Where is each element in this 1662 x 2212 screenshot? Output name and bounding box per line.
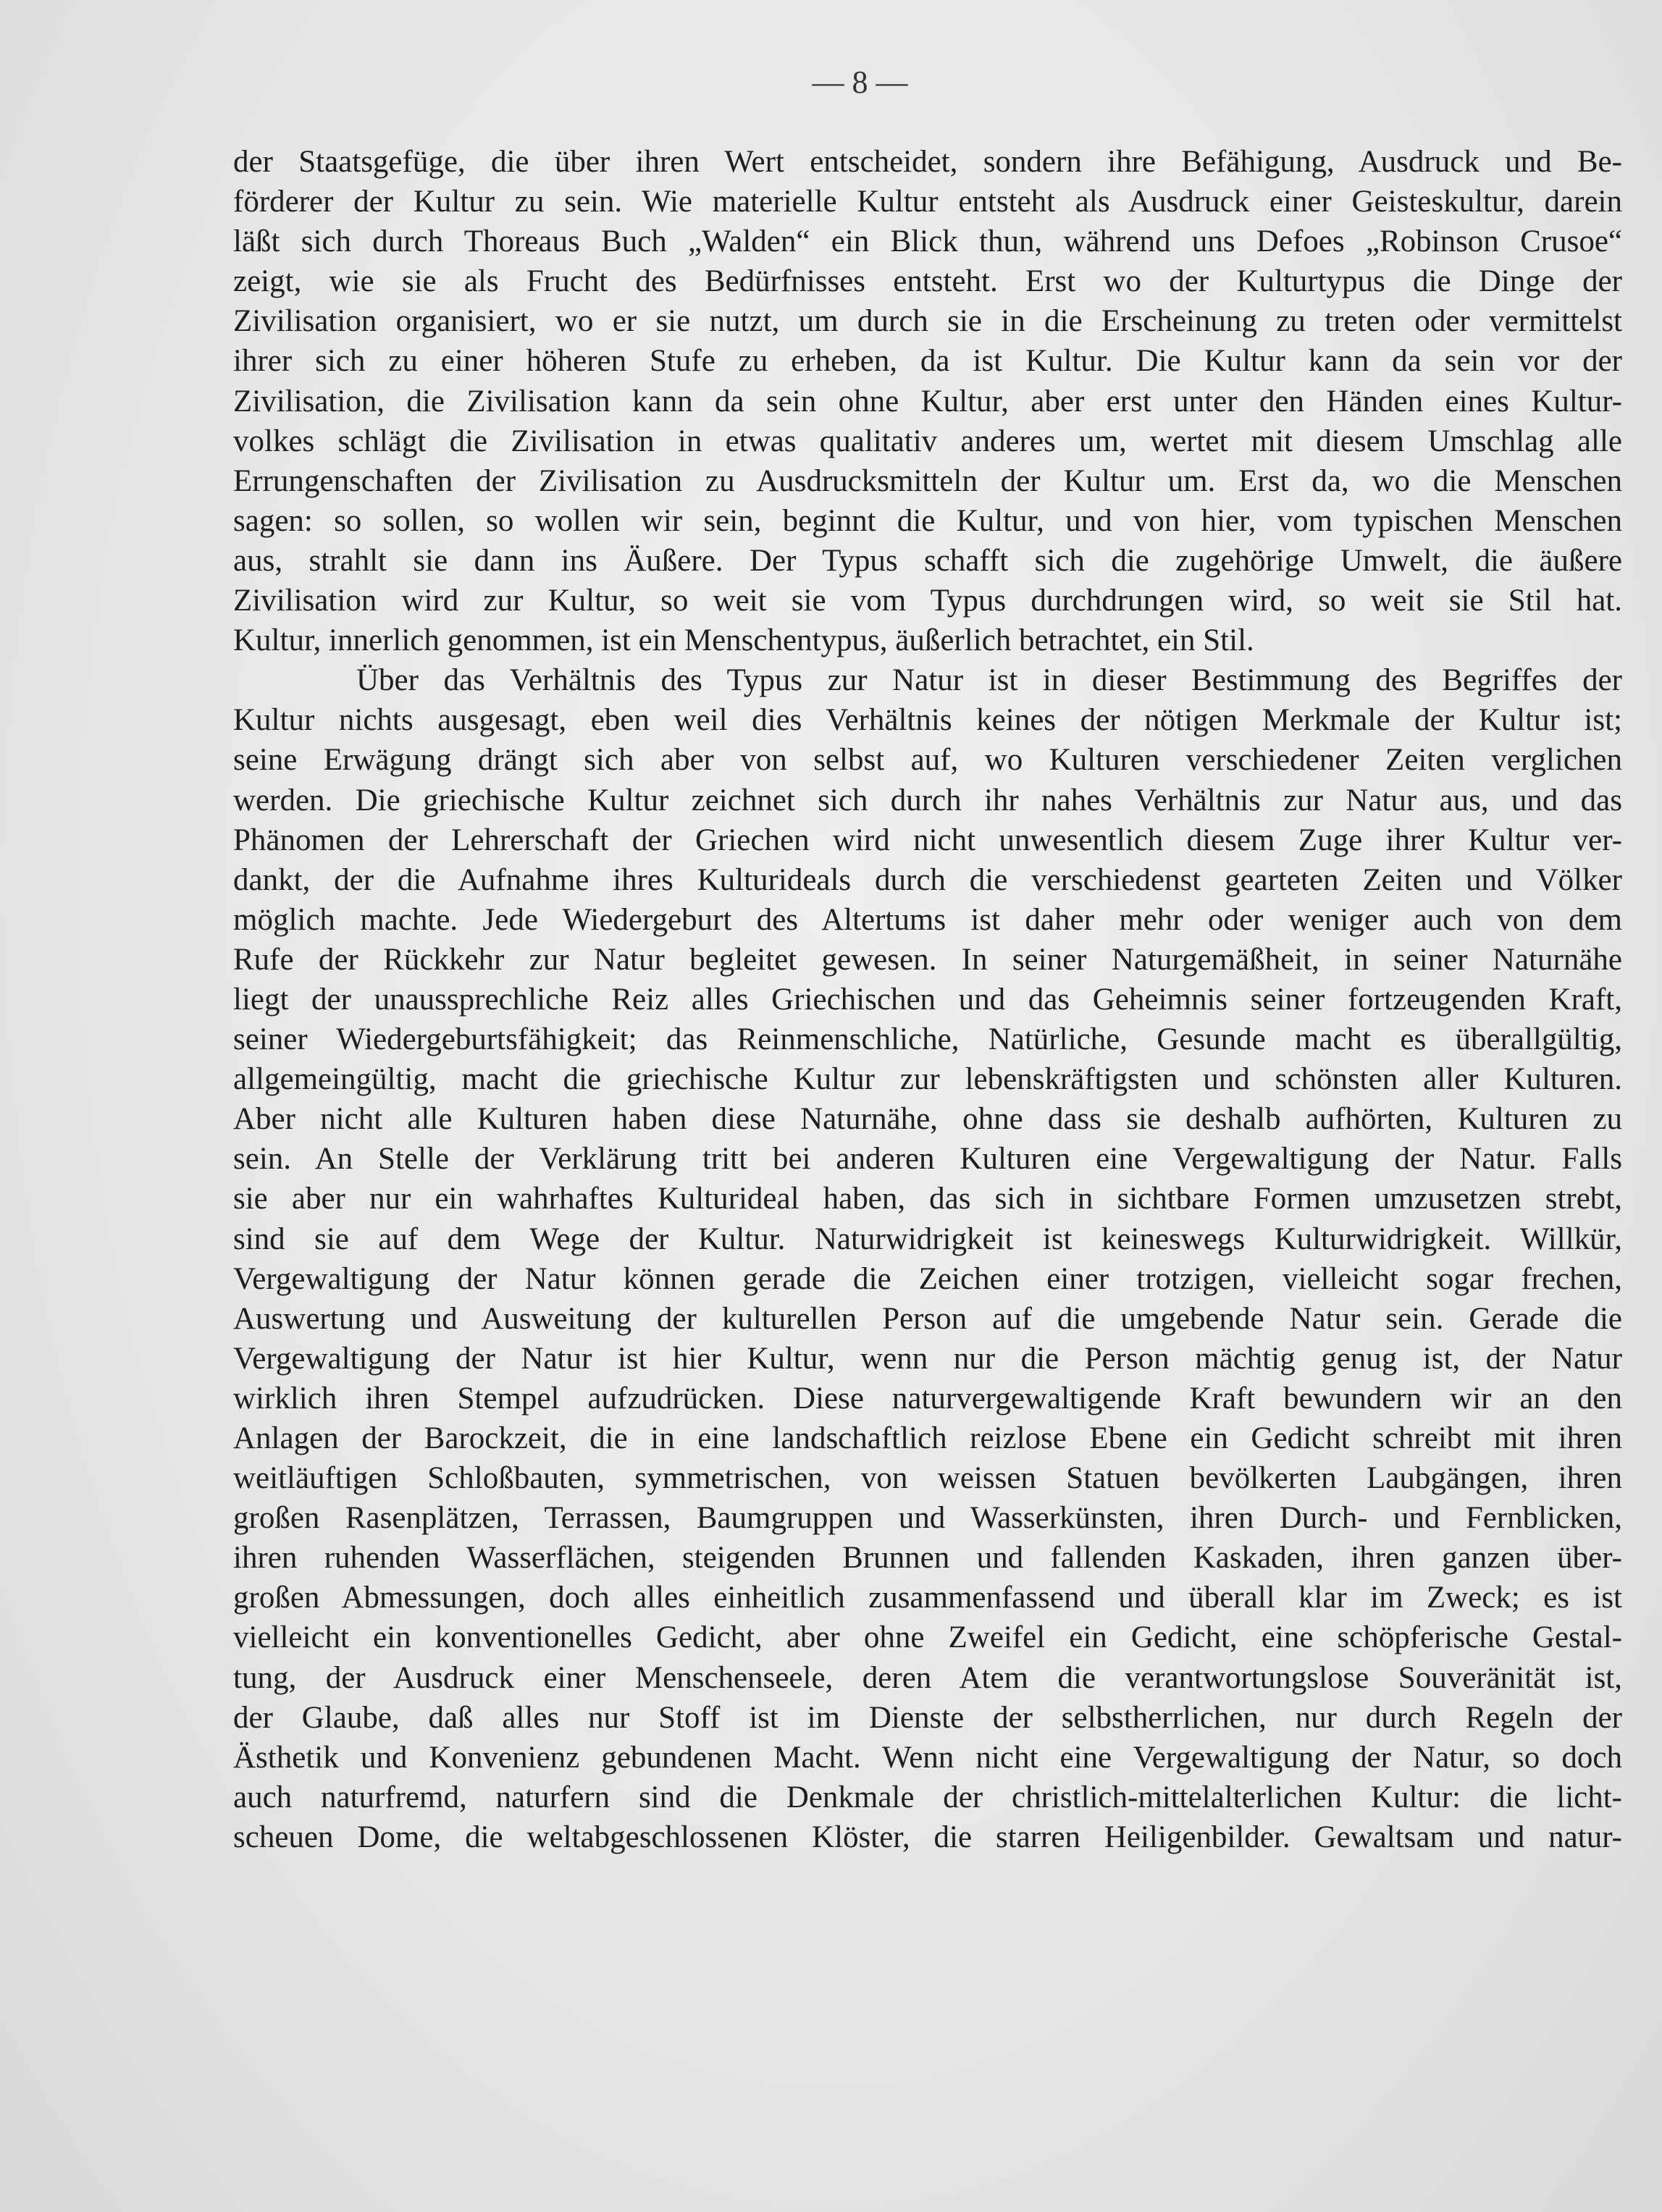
text-line: volkes schlägt die Zivilisation in etwas qualitativ anderes um, wertet mit diesem Umschlag alle (233, 424, 1622, 458)
text-line: Auswertung und Ausweitung der kulturellen Person auf die umgebende Natur sein. Gerade die (233, 1301, 1622, 1336)
text-line: weitläuftigen Schloßbauten, symmetrischen, von weissen Statuen bevölkerten Laubgängen, ihren (233, 1461, 1622, 1496)
text-line: tung, der Ausdruck einer Menschenseele, deren Atem die verantwortungslose Souveränität ist, (233, 1660, 1622, 1695)
paragraph (233, 142, 1622, 660)
text-line: Vergewaltigung der Natur können gerade die Zeichen einer trotzigen, vielleicht sogar frechen, (233, 1261, 1622, 1296)
text-line: großen Rasenplätzen, Terrassen, Baumgruppen und Wasserkünsten, ihren Durch- und Fernblicken, (233, 1501, 1622, 1536)
text-line: Anlagen der Barockzeit, die in eine landschaftlich reizlose Ebene ein Gedicht schreibt mit ihren (233, 1421, 1622, 1455)
text-line: Rufe der Rückkehr zur Natur begleitet gewesen. In seiner Naturgemäßheit, in seiner Naturnähe (233, 942, 1622, 977)
text-line: Kultur, innerlich genommen, ist ein Menschentypus, äußerlich betrachtet, ein Stil. (233, 623, 1254, 658)
text-line: Aber nicht alle Kulturen haben diese Naturnähe, ohne dass sie deshalb aufhörten, Kulturen zu (233, 1102, 1622, 1137)
text-line: seiner Wiedergeburtsfähigkeit; das Reinmenschliche, Natürliche, Gesunde macht es überallgültig, (233, 1022, 1622, 1057)
text-line: Zivilisation organisiert, wo er sie nutzt, um durch sie in die Erscheinung zu treten oder vermittelst (233, 304, 1622, 339)
text-line: dankt, der die Aufnahme ihres Kulturideals durch die verschiedenst gearteten Zeiten und Völker (233, 862, 1622, 897)
text-line: zeigt, wie sie als Frucht des Bedürfnisses entsteht. Erst wo der Kulturtypus die Dinge der (233, 264, 1622, 299)
text-line: vielleicht ein konventionelles Gedicht, aber ohne Zweifel ein Gedicht, eine schöpferische Gestal- (233, 1620, 1622, 1655)
text-line: sagen: so sollen, so wollen wir sein, beginnt die Kultur, und von hier, vom typischen Menschen (233, 503, 1622, 538)
text-line: der Staatsgefüge, die über ihren Wert entscheidet, sondern ihre Befähigung, Ausdruck und Be- (233, 145, 1622, 179)
text-line: Phänomen der Lehrerschaft der Griechen wird nicht unwesentlich diesem Zuge ihrer Kultur ver- (233, 823, 1622, 857)
text-line: der Glaube, daß alles nur Stoff ist im Dienste der selbstherrlichen, nur durch Regeln der (233, 1700, 1622, 1735)
text-line: förderer der Kultur zu sein. Wie materielle Kultur entsteht als Ausdruck einer Geisteskultur, darein (233, 185, 1622, 219)
text-line: Zivilisation wird zur Kultur, so weit sie vom Typus durchdrungen wird, so weit sie Stil hat. (233, 584, 1622, 618)
text-line: möglich machte. Jede Wiedergeburt des Altertums ist daher mehr oder weniger auch von dem (233, 902, 1622, 937)
text-line: allgemeingültig, macht die griechische Kultur zur lebenskräftigsten und schönsten aller Kulturen. (233, 1062, 1622, 1097)
page-number: — 8 — (812, 64, 908, 100)
text-line: läßt sich durch Thoreaus Buch „Walden“ ein Blick thun, während uns Defoes „Robinson Crusoe“ (233, 224, 1622, 259)
text-line: wirklich ihren Stempel aufzudrücken. Diese naturvergewaltigende Kraft bewundern wir an den (233, 1381, 1622, 1416)
text-line: werden. Die griechische Kultur zeichnet sich durch ihr nahes Verhältnis zur Natur aus, und das (233, 783, 1622, 817)
text-line: Zivilisation, die Zivilisation kann da sein ohne Kultur, aber erst unter den Händen eines Kultur- (233, 384, 1622, 419)
text-line: Kultur nichts ausgesagt, eben weil dies Verhältnis keines der nötigen Merkmale der Kultur ist; (233, 703, 1622, 738)
body-text (233, 142, 1622, 1857)
text-line: aus, strahlt sie dann ins Äußere. Der Typus schafft sich die zugehörige Umwelt, die äußere (233, 543, 1622, 578)
text-line: sind sie auf dem Wege der Kultur. Naturwidrigkeit ist keineswegs Kulturwidrigkeit. Willkür, (233, 1221, 1622, 1256)
text-line: auch naturfremd, naturfern sind die Denkmale der christlich-mittelalterlichen Kultur: die licht- (233, 1780, 1622, 1814)
text-line: Über das Verhältnis des Typus zur Natur ist in dieser Bestimmung des Begriffes der (356, 663, 1622, 698)
text-line: großen Abmessungen, doch alles einheitlich zusammenfassend und überall klar im Zweck; es ist (233, 1581, 1622, 1615)
text-line: sie aber nur ein wahrhaftes Kulturideal haben, das sich in sichtbare Formen umzusetzen strebt, (233, 1182, 1622, 1216)
text-line: ihrer sich zu einer höheren Stufe zu erheben, da ist Kultur. Die Kultur kann da sein vor der (233, 344, 1622, 379)
text-line: ihren ruhenden Wasserflächen, steigenden Brunnen und fallenden Kaskaden, ihren ganzen über- (233, 1541, 1622, 1576)
paragraph (233, 660, 1622, 1857)
text-line: Vergewaltigung der Natur ist hier Kultur, wenn nur die Person mächtig genug ist, der Natur (233, 1341, 1622, 1376)
text-line: scheuen Dome, die weltabgeschlossenen Klöster, die starren Heiligenbilder. Gewaltsam und natur- (233, 1820, 1622, 1854)
text-line: sein. An Stelle der Verklärung tritt bei anderen Kulturen eine Vergewaltigung der Natur. Falls (233, 1142, 1622, 1177)
text-line: Errungenschaften der Zivilisation zu Ausdrucksmitteln der Kultur um. Erst da, wo die Menschen (233, 463, 1622, 498)
text-line: Ästhetik und Konvenienz gebundenen Macht. Wenn nicht eine Vergewaltigung der Natur, so doch (233, 1740, 1622, 1775)
text-line: liegt der unaussprechliche Reiz alles Griechischen und das Geheimnis seiner fortzeugenden Kraft, (233, 982, 1622, 1017)
text-line: seine Erwägung drängt sich aber von selbst auf, wo Kulturen verschiedener Zeiten verglichen (233, 743, 1622, 778)
